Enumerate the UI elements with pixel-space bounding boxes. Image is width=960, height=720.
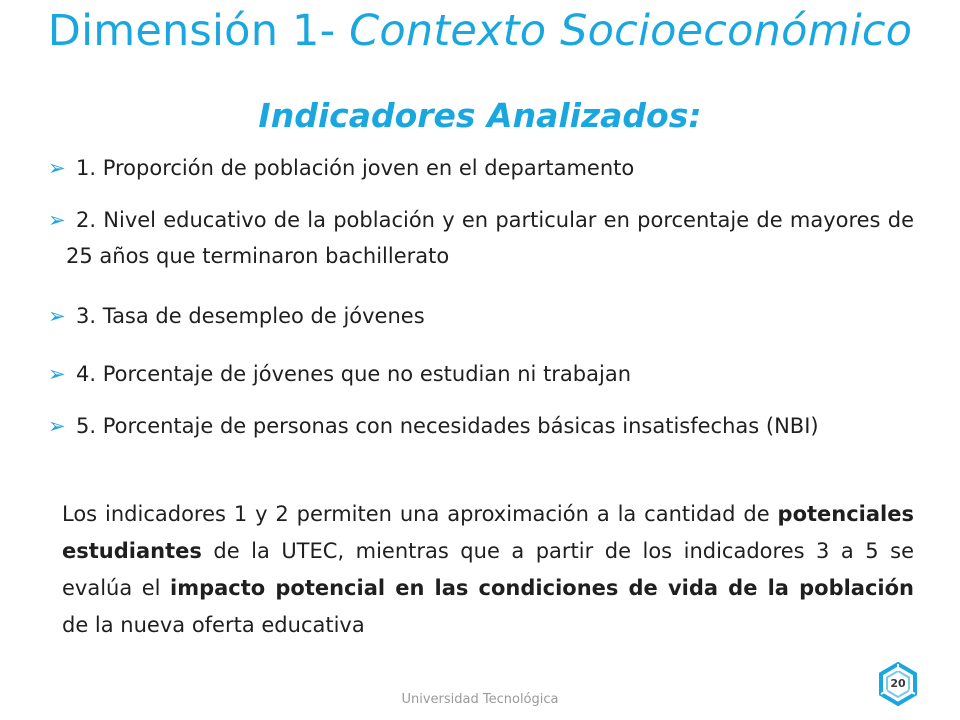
paragraph-text: Los indicadores 1 y 2 permiten una aproximación a la cantidad de bbox=[62, 502, 778, 526]
indicator-item bbox=[48, 408, 914, 444]
summary-paragraph bbox=[62, 496, 914, 644]
arrow-bullet-icon: ➢ bbox=[48, 304, 66, 328]
paragraph-bold: potenciales estudiantes bbox=[62, 502, 914, 563]
indicator-item bbox=[48, 298, 914, 334]
arrow-bullet-icon: ➢ bbox=[48, 414, 66, 438]
arrow-bullet-icon: ➢ bbox=[48, 156, 66, 180]
paragraph-bold: impacto potencial en las condiciones de vida de la población bbox=[170, 576, 915, 600]
slide-subtitle: Indicadores Analizados: bbox=[258, 96, 702, 135]
indicator-text: 1. Proporción de población joven en el departamento bbox=[76, 156, 635, 180]
indicator-item bbox=[48, 202, 914, 274]
indicator-text: 2. Nivel educativo de la población y en particular en porcentaje de mayores de 25 años que terminaron bachillerato bbox=[66, 208, 914, 268]
footer-text: Universidad Tecnológica bbox=[401, 692, 559, 707]
indicator-item bbox=[48, 356, 914, 392]
indicator-text: 3. Tasa de desempleo de jóvenes bbox=[76, 304, 425, 328]
paragraph-text: de la UTEC, mientras que a partir de los indicadores 3 a 5 se evalúa el bbox=[62, 539, 914, 600]
title-italic: Contexto Socioeconómico bbox=[349, 6, 913, 56]
page-number: 20 bbox=[890, 677, 906, 690]
slide-title bbox=[0, 6, 960, 56]
indicator-text: 4. Porcentaje de jóvenes que no estudian ni trabajan bbox=[76, 362, 632, 386]
arrow-bullet-icon: ➢ bbox=[48, 208, 66, 232]
indicator-text: 5. Porcentaje de personas con necesidades básicas insatisfechas (NBI) bbox=[76, 414, 819, 438]
indicator-item bbox=[48, 150, 914, 186]
indicator-list bbox=[48, 150, 914, 444]
title-prefix: Dimensión 1- bbox=[47, 6, 350, 56]
paragraph-text: de la nueva oferta educativa bbox=[62, 613, 365, 637]
arrow-bullet-icon: ➢ bbox=[48, 362, 66, 386]
